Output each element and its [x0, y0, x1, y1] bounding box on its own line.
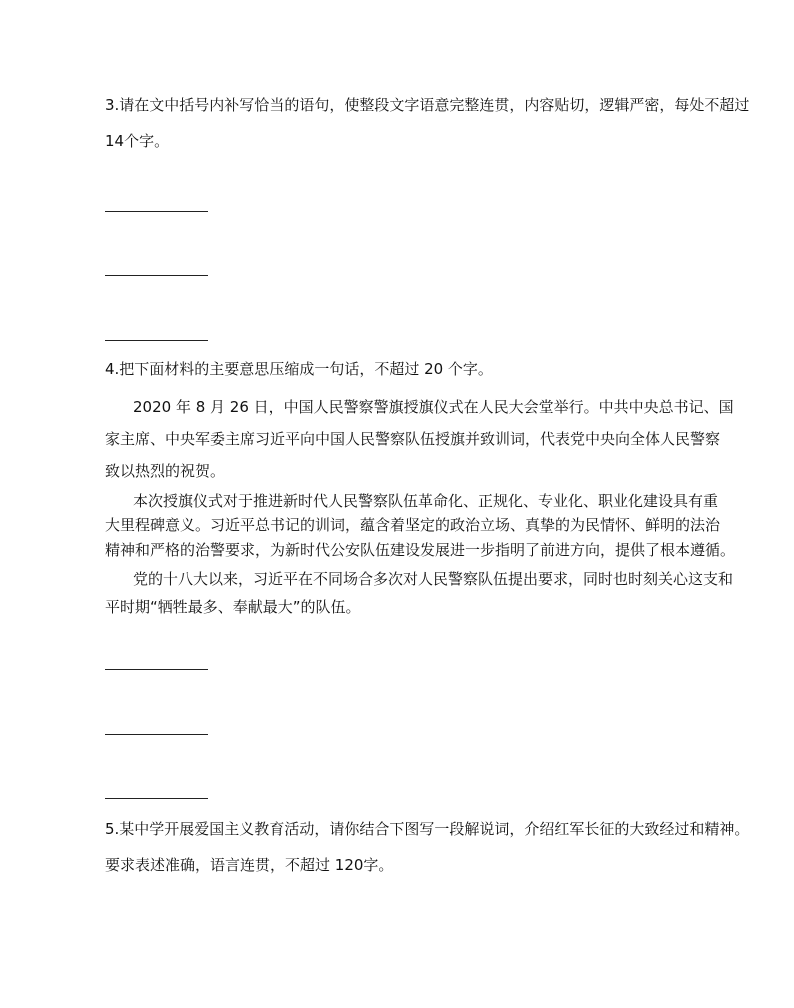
- q4-para2-line2: 大里程碑意义。习近平总书记的训词，蕴含着坚定的政治立场、真挚的为民情怀、鲜明的法治: [105, 516, 721, 534]
- answer-blank-q3-3[interactable]: [105, 340, 208, 341]
- q5-prompt-line1: 5.某中学开展爱国主义教育活动，请你结合下图写一段解说词，介绍红军长征的大致经过和精神。: [105, 820, 750, 838]
- q4-para1-line1: 2020 年 8 月 26 日，中国人民警察警旗授旗仪式在人民大会堂举行。中共中央总书记、国: [133, 398, 734, 416]
- answer-blank-q4-1[interactable]: [105, 669, 208, 670]
- q4-para3-line1: 党的十八大以来，习近平在不同场合多次对人民警察队伍提出要求，同时也时刻关心这支和: [133, 570, 734, 588]
- q4-para2-line3: 精神和严格的治警要求，为新时代公安队伍建设发展进一步指明了前进方向，提供了根本遵循。: [105, 541, 736, 559]
- answer-blank-q4-3[interactable]: [105, 798, 208, 799]
- answer-blank-q3-1[interactable]: [105, 211, 208, 212]
- q4-prompt: 4.把下面材料的主要意思压缩成一句话，不超过 20 个字。: [105, 360, 493, 378]
- q5-prompt-line2: 要求表述准确，语言连贯，不超过 120字。: [105, 856, 394, 874]
- q4-para1-line3: 致以热烈的祝贺。: [105, 462, 226, 480]
- answer-blank-q4-2[interactable]: [105, 734, 208, 735]
- answer-blank-q3-2[interactable]: [105, 275, 208, 276]
- q3-prompt-line1: 3.请在文中括号内补写恰当的语句，使整段文字语意完整连贯，内容贴切，逻辑严密，每处不超过: [105, 96, 750, 114]
- q4-para3-line2: 平时期“牺牲最多、奉献最大”的队伍。: [105, 598, 361, 616]
- q3-prompt-line2: 14个字。: [105, 132, 170, 150]
- q4-para2-line1: 本次授旗仪式对于推进新时代人民警察队伍革命化、正规化、专业化、职业化建设具有重: [133, 492, 719, 510]
- q4-para1-line2: 家主席、中央军委主席习近平向中国人民警察队伍授旗并致训词，代表党中央向全体人民警察: [105, 430, 721, 448]
